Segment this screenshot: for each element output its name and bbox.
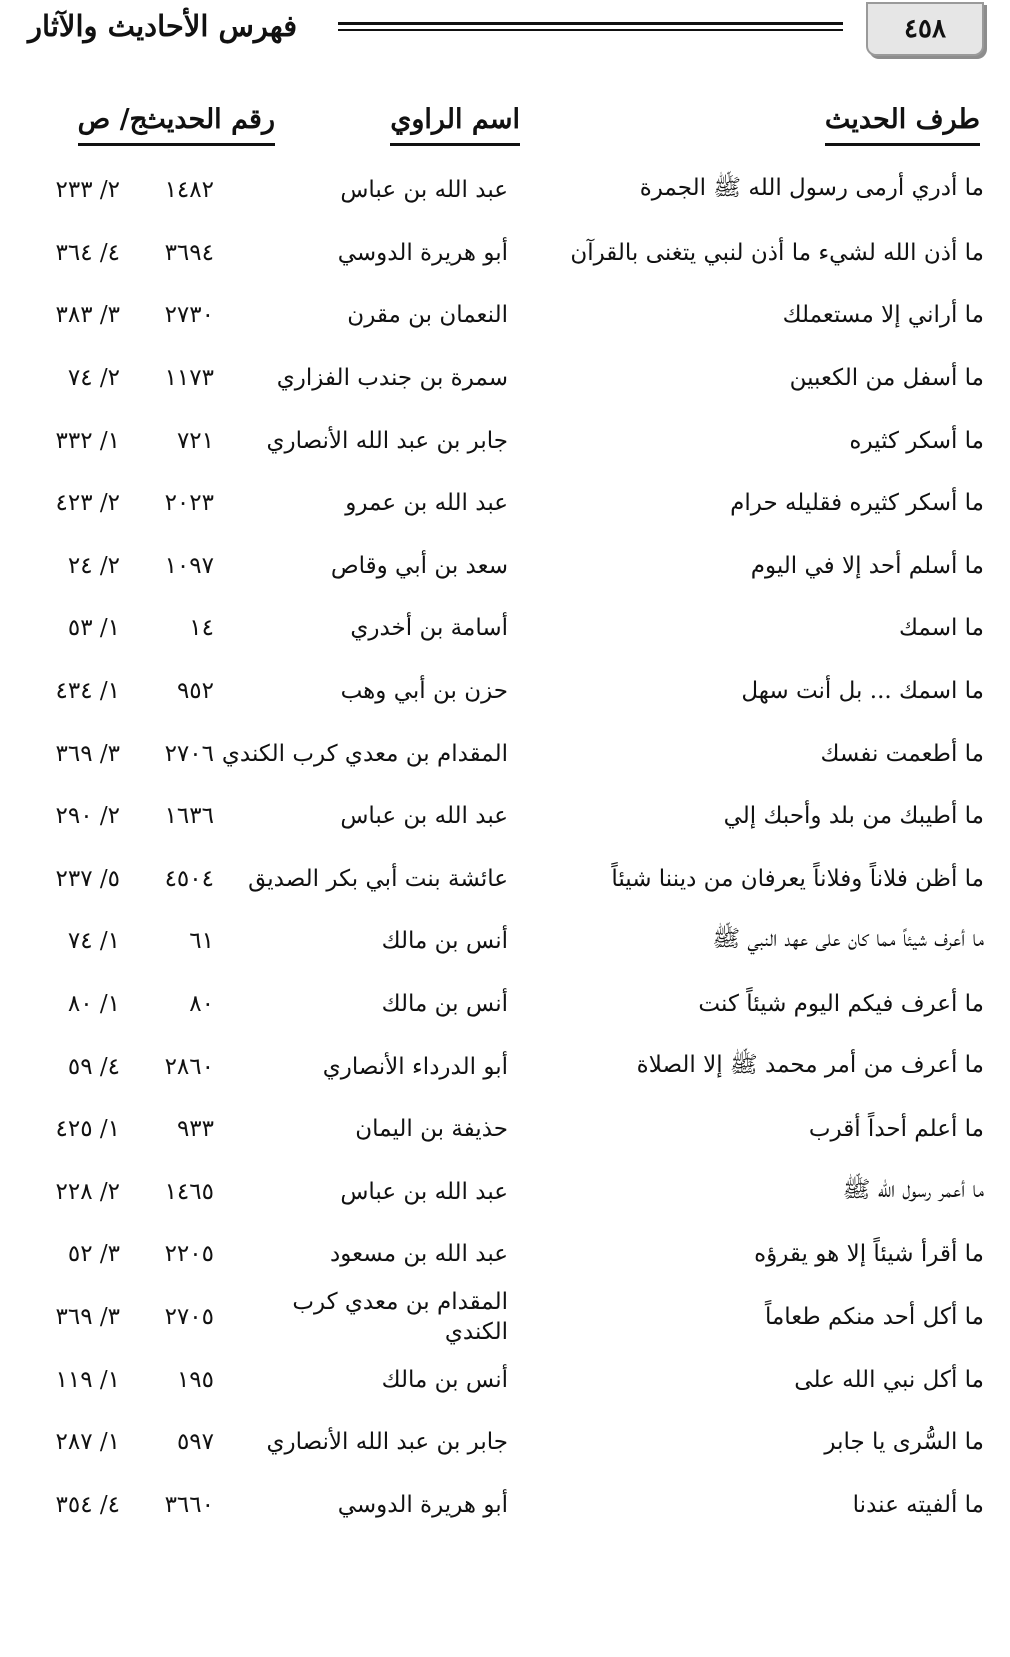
volume-page: ١/ ٤٢٥ <box>55 1116 120 1143</box>
volume-page: ٣/ ٣٦٩ <box>55 740 120 767</box>
table-row <box>0 1411 1010 1474</box>
narrator-name: حذيفة بن اليمان <box>355 1116 508 1143</box>
hadith-number: ١٤ <box>189 615 214 642</box>
column-header-volume-page <box>78 99 147 146</box>
table-row <box>0 910 1010 973</box>
hadith-number: ٣٦٦٠ <box>164 1491 214 1518</box>
hadith-text: ما أكل أحد منكم طعاماً <box>764 1303 984 1330</box>
hadith-text: ما أعرف فيكم اليوم شيئاً كنت <box>698 991 984 1018</box>
hadith-text: ما أدري أرمى رسول الله ﷺ الجمرة <box>639 175 984 202</box>
narrator-name: أبو هريرة الدوسي <box>337 1491 508 1518</box>
narrator-name: المقدام بن معدي كرب الكندي <box>292 1288 508 1345</box>
hadith-text: ما أسفل من الكعبين <box>789 365 984 392</box>
hadith-number: ٢٧٠٥ <box>164 1303 214 1330</box>
table-row <box>0 222 1010 285</box>
volume-page: ١/ ٢٨٧ <box>55 1429 120 1456</box>
hadith-number: ١٤٦٥ <box>164 1178 214 1205</box>
hadith-text: ما أقرأ شيئاً إلا هو يقرؤه <box>754 1241 984 1268</box>
hadith-text: ما أعمر رسول الله ﷺ <box>842 1176 984 1203</box>
narrator-name: أنس بن مالك <box>381 991 508 1018</box>
column-header-underline <box>390 143 520 146</box>
hadith-number: ١٠٩٧ <box>164 552 214 579</box>
volume-page: ١/ ٥٣ <box>67 615 120 642</box>
table-row <box>0 1286 1010 1349</box>
column-header-hadith-label: طرف الحديث <box>824 104 980 135</box>
hadith-number: ١٤٨٢ <box>164 177 214 204</box>
hadith-text: ما أعرف من أمر محمد ﷺ إلا الصلاة <box>636 1051 984 1078</box>
hadith-text: ما أذن الله لشيء ما أذن لنبي يتغنى بالقرآن <box>570 239 984 266</box>
hadith-number: ٩٣٣ <box>176 1116 214 1143</box>
narrator-name: عبد الله بن عباس <box>340 803 508 830</box>
narrator-name: سمرة بن جندب الفزاري <box>276 365 508 392</box>
column-header-underline <box>825 143 980 146</box>
hadith-number: ٨٠ <box>189 991 214 1018</box>
volume-page: ٢/ ٢٢٨ <box>55 1178 120 1205</box>
column-header-volume-page-label: ج/ ص <box>77 104 147 135</box>
table-row <box>0 1098 1010 1161</box>
hadith-number: ٩٥٢ <box>176 678 214 705</box>
volume-page: ٥/ ٢٣٧ <box>55 865 120 892</box>
column-header-row <box>0 95 1010 157</box>
narrator-name: أبو هريرة الدوسي <box>337 239 508 266</box>
hadith-index-table <box>0 95 1010 1518</box>
hadith-number: ٢٠٢٣ <box>164 490 214 517</box>
hadith-text: ما أطيبك من بلد وأحبك إلي <box>723 803 984 830</box>
hadith-number: ٢٢٠٥ <box>164 1241 214 1268</box>
narrator-name: عبد الله بن عباس <box>340 1178 508 1205</box>
hadith-text: ما أسكر كثيره <box>849 427 984 454</box>
narrator-name: أنس بن مالك <box>381 1366 508 1393</box>
table-row <box>0 785 1010 848</box>
hadith-text: ما أسكر كثيره فقليله حرام <box>730 490 984 517</box>
hadith-text: ما أعرف شيئاً مما كان على عهد النبي ﷺ <box>712 926 984 953</box>
table-body <box>0 159 1010 1536</box>
volume-page: ٤/ ٥٩ <box>67 1053 120 1080</box>
narrator-name: أبو الدرداء الأنصاري <box>322 1053 508 1080</box>
hadith-number: ٢٧٣٠ <box>164 302 214 329</box>
volume-page: ٣/ ٣٨٣ <box>55 302 120 329</box>
narrator-name: جابر بن عبد الله الأنصاري <box>266 427 508 454</box>
page-number: ٤٥٨ <box>866 2 984 56</box>
narrator-name: حزن بن أبي وهب <box>340 678 508 705</box>
volume-page: ٤/ ٣٥٤ <box>55 1491 120 1518</box>
hadith-text: ما أطعمت نفسك <box>820 740 984 767</box>
table-row <box>0 1161 1010 1224</box>
volume-page: ٤/ ٣٦٤ <box>55 239 120 266</box>
volume-page: ١/ ٧٤ <box>67 928 120 955</box>
hadith-text: ما اسمك ... بل أنت سهل <box>741 678 984 705</box>
hadith-number: ١٩٥ <box>176 1366 214 1393</box>
narrator-name: عبد الله بن عباس <box>340 177 508 204</box>
table-row <box>0 660 1010 723</box>
volume-page: ٢/ ٧٤ <box>67 365 120 392</box>
volume-page: ٣/ ٥٢ <box>67 1241 120 1268</box>
table-row <box>0 597 1010 660</box>
table-row <box>0 722 1010 785</box>
hadith-number: ٥٩٧ <box>176 1429 214 1456</box>
narrator-name: المقدام بن معدي كرب الكندي <box>221 740 508 767</box>
column-header-number-label: رقم الحديث <box>140 104 275 135</box>
hadith-text: ما أسلم أحد إلا في اليوم <box>750 552 984 579</box>
hadith-text: ما اسمك <box>899 615 984 642</box>
narrator-name: أنس بن مالك <box>381 928 508 955</box>
volume-page: ٢/ ٢٩٠ <box>55 803 120 830</box>
table-row <box>0 1348 1010 1411</box>
hadith-number: ١٦٣٦ <box>164 803 214 830</box>
narrator-name: عائشة بنت أبي بكر الصديق <box>248 865 508 892</box>
header-rule-thin <box>338 29 843 31</box>
column-header-rawi-label: اسم الراوي <box>390 104 520 135</box>
narrator-name: جابر بن عبد الله الأنصاري <box>266 1429 508 1456</box>
narrator-name: سعد بن أبي وقاص <box>330 552 508 579</box>
volume-page: ١/ ٣٣٢ <box>55 427 120 454</box>
volume-page: ٢/ ٢٣٣ <box>55 177 120 204</box>
table-row <box>0 848 1010 911</box>
hadith-number: ٢٨٦٠ <box>164 1053 214 1080</box>
table-row <box>0 973 1010 1036</box>
table-row <box>0 1473 1010 1536</box>
hadith-number: ٢٧٠٦ <box>164 740 214 767</box>
hadith-text: ما ألفيته عندنا <box>852 1491 984 1518</box>
narrator-name: النعمان بن مقرن <box>347 302 508 329</box>
table-row <box>0 409 1010 472</box>
hadith-number: ٧٢١ <box>176 427 214 454</box>
hadith-text: ما أظن فلاناً وفلاناً يعرفان من ديننا شيئاً <box>611 865 984 892</box>
narrator-name: أسامة بن أخدري <box>350 615 508 642</box>
column-header-number <box>140 99 275 146</box>
hadith-number: ١١٧٣ <box>164 365 214 392</box>
running-header <box>0 0 1010 70</box>
column-header-underline <box>78 143 147 146</box>
table-row <box>0 1035 1010 1098</box>
hadith-text: ما أعلم أحداً أقرب <box>808 1116 984 1143</box>
header-rule-thick <box>338 22 843 25</box>
hadith-number: ٦١ <box>189 928 214 955</box>
column-header-underline <box>140 143 275 146</box>
volume-page: ١/ ١١٩ <box>55 1366 120 1393</box>
hadith-number: ٣٦٩٤ <box>164 239 214 266</box>
table-row <box>0 159 1010 222</box>
hadith-text: ما السُّرى يا جابر <box>824 1429 984 1456</box>
hadith-text: ما أراني إلا مستعملك <box>782 302 984 329</box>
table-row <box>0 535 1010 598</box>
table-row <box>0 284 1010 347</box>
volume-page: ١/ ٤٣٤ <box>55 678 120 705</box>
volume-page: ٣/ ٣٦٩ <box>55 1303 120 1330</box>
table-row <box>0 1223 1010 1286</box>
volume-page: ٢/ ٤٢٣ <box>55 490 120 517</box>
hadith-number: ٤٥٠٤ <box>164 865 214 892</box>
column-header-rawi <box>390 99 520 146</box>
volume-page: ١/ ٨٠ <box>67 991 120 1018</box>
hadith-text: ما أكل نبي الله على <box>794 1366 984 1393</box>
running-title: فهرس الأحاديث والآثار <box>28 9 298 43</box>
volume-page: ٢/ ٢٤ <box>67 552 120 579</box>
narrator-name: عبد الله بن عمرو <box>345 490 508 517</box>
narrator-name: عبد الله بن مسعود <box>330 1241 508 1268</box>
column-header-hadith <box>825 99 980 146</box>
table-row <box>0 347 1010 410</box>
table-row <box>0 472 1010 535</box>
